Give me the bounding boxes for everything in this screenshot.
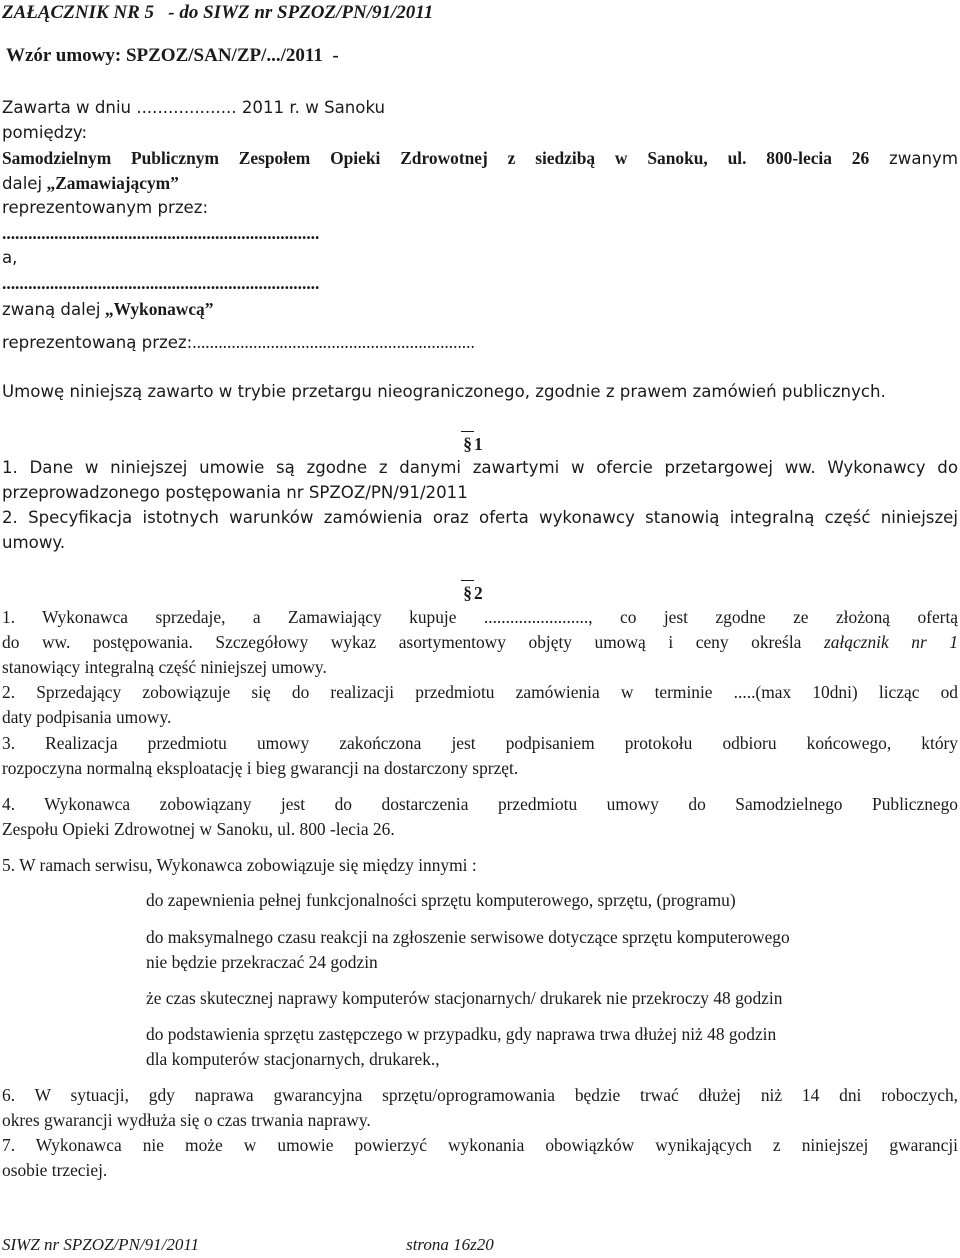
section-number: 1: [474, 434, 483, 454]
section-2-point-3-cont: rozpoczyna normalną eksploatację i bieg gwarancji na dostarczony sprzęt.: [2, 758, 519, 778]
representative-placeholder-1: .........................................................................: [2, 223, 320, 243]
contractor-placeholder: .........................................................................: [2, 273, 320, 293]
section-2-point-1-cont: do ww. postępowania. Szczegółowy wykaz asortymentowy objęty umową i ceny określa załącznik nr 1: [2, 632, 959, 652]
section-2-point-2: 2. Sprzedający zobowiązuje się do realizacji przedmiotu zamówienia w terminie .....(max 10dni) licząc od: [2, 682, 958, 702]
section-2-point-6: 6. W sytuacji, gdy naprawa gwarancyjna sprzętu/oprogramowania będzie trwać dłużej niż 14 dni roboczych,: [2, 1085, 958, 1105]
section-1-point-1-cont: przeprowadzonego postępowania nr SPZOZ/PN/91/2011: [2, 483, 468, 502]
ordering-party-name: „Zamawiającym”: [46, 173, 179, 193]
service-item: do maksymalnego czasu reakcji na zgłoszenie serwisowe dotyczące sprzętu komputerowego: [146, 927, 790, 947]
section-2-point-7-cont: osobie trzeciej.: [2, 1160, 108, 1180]
annex-1-reference: załącznik nr 1: [823, 632, 959, 652]
and-label: a,: [2, 248, 18, 267]
document-header: [2, 1, 433, 26]
contractor-represented-by: reprezentowaną przez:.................................................................: [2, 332, 475, 352]
section-2-point-3: 3. Realizacja przedmiotu umowy zakończona jest podpisaniem protokołu odbioru końcowego, który: [2, 733, 958, 753]
annex-reference: - do SIWZ nr SPZOZ/PN/91/2011: [168, 2, 434, 23]
section-2-point-2-cont: daty podpisania umowy.: [2, 707, 172, 727]
representative-placeholder-2: .................................................................: [192, 332, 475, 352]
footer-reference: SIWZ nr SPZOZ/PN/91/2011: [2, 1235, 200, 1254]
service-item: do podstawienia sprzętu zastępczego w przypadku, gdy naprawa trwa dłużej niż 48 godzin: [146, 1024, 777, 1044]
between-label: pomiędzy:: [2, 123, 88, 142]
section-2-point-1: 1. Wykonawca sprzedaje, a Zamawiający kupuje ........................, co jest zgodne ze złożoną ofertą: [2, 607, 958, 627]
contractor-alias: zwaną dalej „Wykonawcą”: [2, 299, 214, 319]
ordering-party-represented-by: reprezentowanym przez:: [2, 198, 209, 217]
section-2-point-1-end: stanowiący integralną część niniejszej umowy.: [2, 657, 327, 677]
paragraph-symbol: §: [461, 431, 474, 457]
date-placeholder: ...................: [136, 98, 237, 117]
section-number: 2: [474, 583, 483, 603]
section-2-point-5: 5. W ramach serwisu, Wykonawca zobowiązuje się między innymi :: [2, 855, 477, 875]
contractor-name: „Wykonawcą”: [104, 299, 214, 319]
section-2-point-7: 7. Wykonawca nie może w umowie powierzyć wykonania obowiązków wynikających z niniejszej gwarancji: [2, 1135, 958, 1155]
paragraph-symbol: §: [461, 580, 474, 606]
ordering-party-alias: dalej „Zamawiającym”: [2, 173, 179, 193]
conclusion-date-line: Zawarta w dniu ................... 2011 r. w Sanoku: [2, 98, 386, 117]
section-2-heading: [2, 580, 942, 606]
section-2-point-6-cont: okres gwarancji wydłuża się o czas trwania naprawy.: [2, 1110, 371, 1130]
annex-title: ZAŁĄCZNIK NR 5: [2, 2, 155, 23]
section-1-point-2: 2. Specyfikacja istotnych warunków zamówienia oraz oferta wykonawcy stanowią integralną część niniejszej: [2, 508, 958, 527]
section-1-point-2-cont: umowy.: [2, 533, 66, 552]
contract-basis: Umowę niniejszą zawarto w trybie przetargu nieograniczonego, zgodnie z prawem zamówień publicznych.: [2, 382, 886, 401]
section-2-point-4-cont: Zespołu Opieki Zdrowotnej w Sanoku, ul. 800 -lecia 26.: [2, 819, 395, 839]
page-footer: [2, 1233, 494, 1258]
service-item: że czas skutecznej naprawy komputerów stacjonarnych/ drukarek nie przekroczy 48 godzin: [146, 988, 783, 1008]
page-number: strona 16z20: [406, 1235, 494, 1254]
section-2-point-4: 4. Wykonawca zobowiązany jest do dostarczenia przedmiotu umowy do Samodzielnego Publicznego: [2, 794, 958, 814]
service-item-cont: dla komputerów stacjonarnych, drukarek.,: [146, 1049, 440, 1069]
section-1-point-1: 1. Dane w niniejszej umowie są zgodne z danymi zawartymi w ofercie przetargowej ww. Wykonawcy do: [2, 458, 958, 477]
service-item: do zapewnienia pełnej funkcjonalności sprzętu komputerowego, sprzętu, (programu): [146, 890, 736, 910]
template-title: Wzór umowy: SPZOZ/SAN/ZP/.../2011 -: [6, 45, 339, 66]
ordering-party-line: Samodzielnym Publicznym Zespołem Opieki Zdrowotnej z siedzibą w Sanoku, ul. 800-lecia 26 zwanym: [2, 148, 958, 168]
service-item-cont: nie będzie przekraczać 24 godzin: [146, 952, 378, 972]
section-1-heading: [2, 431, 942, 457]
